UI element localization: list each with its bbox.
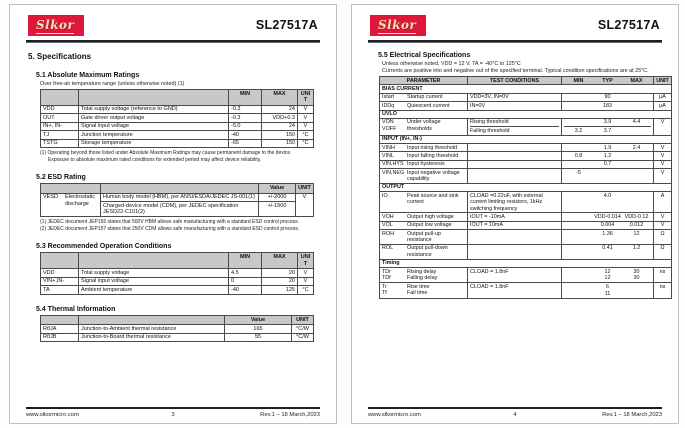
typ-value: 3.9 — [603, 119, 612, 126]
min-value: 0.8 — [574, 152, 583, 159]
min-value — [564, 214, 593, 220]
unit-cell: V — [654, 160, 672, 168]
table-row — [41, 122, 314, 130]
col-header-typ: TYP — [602, 77, 613, 84]
col-header-max: MAX — [262, 90, 298, 106]
param-symbol: TDf — [382, 274, 391, 281]
values-cell — [562, 160, 654, 168]
symbol-cell — [41, 193, 101, 216]
slkor-logo-text: Slkor — [36, 17, 75, 32]
spec-row — [380, 144, 672, 152]
symbol-cell: VDD — [41, 105, 79, 113]
unit-cell: μA — [654, 93, 672, 101]
description-cell: Signal input voltage — [79, 277, 229, 285]
min-value — [564, 103, 593, 109]
description-cell: Gate driver output voltage — [79, 114, 229, 122]
param-name: thresholds — [407, 125, 432, 132]
table-header-row — [41, 184, 314, 193]
min-value: 3.2 — [574, 127, 583, 134]
unit-cell: V — [654, 169, 672, 184]
unit-cell: V — [654, 221, 672, 229]
col-header-conditions: TEST CONDITIONS — [468, 77, 562, 85]
param-name: Output low voltage — [407, 222, 452, 229]
note-conditions-1: Unless otherwise noted, VDD = 12 V, TA = -40°C to 125°C — [382, 61, 521, 67]
condition-rising: Rising threshold — [470, 119, 509, 126]
values-cell — [562, 102, 654, 110]
parameter-cell — [380, 268, 468, 283]
esd-name: Electrostatic discharge — [65, 194, 95, 207]
conditions-cell: IOUT = -10mA — [468, 213, 562, 221]
typ-value: 1.2 — [603, 152, 612, 159]
heading-5-4: 5.4 Thermal Information — [36, 305, 116, 313]
spec-row-delays — [380, 268, 672, 283]
values-cell — [562, 221, 654, 229]
section-row-uvlo: UVLO — [380, 110, 672, 118]
conditions-cell: CLOAD =0.22uF, with external current limiting resistors, 1kHz switching frequency — [468, 192, 562, 213]
max-value: 30 — [633, 275, 640, 282]
spec-row — [380, 244, 672, 259]
spec-row — [380, 102, 672, 110]
section-row-input: INPUT (IN+, IN-) — [380, 135, 672, 143]
typ-value: 12 — [604, 275, 611, 282]
value-cell: 165 — [225, 325, 292, 333]
max-value — [622, 103, 651, 109]
values-cell — [562, 230, 654, 245]
symbol-cell: TSTG — [41, 139, 79, 147]
col-header-min: MIN — [229, 90, 262, 106]
min-value — [564, 231, 593, 237]
parameter-cell — [380, 102, 468, 110]
param-symbol: VOH — [382, 213, 394, 220]
conditions-cell — [468, 244, 562, 259]
unit-cell: V — [298, 105, 314, 113]
typ-value: 1.9 — [603, 144, 612, 151]
values-cell — [562, 268, 654, 283]
spec-row — [380, 230, 672, 245]
hbm-value: +/-2000 — [259, 193, 296, 201]
heading-5-1: 5.1 Absolute Maximum Ratings — [36, 72, 140, 79]
param-name: Quiescent current — [407, 102, 450, 109]
param-symbol: TDr — [382, 268, 391, 275]
unit-cell: °C — [298, 131, 314, 139]
typ-value: 4.0 — [603, 192, 612, 199]
table-header-row — [41, 315, 314, 324]
unit-cell: A — [654, 192, 672, 213]
conditions-cell: IN=0V — [468, 102, 562, 110]
spec-row-peak-current — [380, 192, 672, 213]
unit-cell: ns — [654, 268, 672, 283]
param-symbol: Tf — [382, 290, 387, 297]
footer-revision: Rev.1 – 18 March,2023 — [602, 412, 662, 418]
description-cell: Total supply voltage (reference to GND) — [79, 105, 229, 113]
param-symbol: ROH — [382, 230, 394, 237]
esd-symbol: VESD — [43, 194, 58, 201]
parameter-cell — [380, 118, 468, 135]
value-cell: 55 — [225, 333, 292, 341]
unit-cell: V — [296, 193, 314, 216]
table-header-row — [41, 253, 314, 269]
unit-cell: μA — [654, 102, 672, 110]
parameter-cell — [380, 230, 468, 245]
typ-value: 183 — [603, 102, 612, 109]
parameter-cell — [380, 144, 468, 152]
max-value: 4.4 — [632, 119, 641, 126]
unit-cell: ns — [654, 283, 672, 298]
typ-value: 11 — [604, 290, 611, 297]
values-cell — [562, 192, 654, 213]
unit-cell: V — [654, 213, 672, 221]
page-3-content — [10, 5, 336, 423]
header-rule — [26, 40, 320, 43]
unit-cell: °C/W — [292, 333, 314, 341]
section-title: 5. Specifications — [28, 52, 92, 61]
header-rule — [368, 40, 662, 43]
section-row-bias-current: BIAS CURRENT — [380, 85, 672, 93]
unit-cell: V — [654, 118, 672, 135]
min-value — [564, 284, 593, 290]
param-name: Output pull-up resistance — [407, 230, 441, 243]
max-value — [622, 128, 651, 134]
max-value: 2.4 — [632, 144, 641, 151]
part-number: SL27517A — [597, 18, 660, 32]
typ-value: 1.36 — [602, 230, 613, 237]
parameter-cell — [380, 283, 468, 298]
typ-value: 0.41 — [602, 245, 613, 252]
unit-cell: °C — [298, 139, 314, 147]
param-name: Rise time — [407, 283, 430, 290]
min-value — [564, 94, 593, 100]
col-header-max: MAX — [630, 77, 643, 84]
table-row — [41, 277, 314, 285]
table-row — [41, 269, 314, 277]
max-cell: 150 — [262, 131, 298, 139]
footer-rule — [368, 407, 662, 409]
param-name: Under voltage — [407, 119, 441, 126]
page-footer — [368, 407, 662, 418]
parameter-cell — [380, 152, 468, 160]
unit-cell: Ω — [654, 244, 672, 259]
values-cell — [562, 152, 654, 160]
conditions-cell — [468, 144, 562, 152]
footnote-jep155: (1) JEDEC document JEP155 states that 500V HBM allows safe manufacturing with a standard ESD control process. — [40, 218, 300, 225]
parameter-cell — [380, 213, 468, 221]
page-number: 4 — [513, 412, 517, 418]
parameter-cell — [380, 244, 468, 259]
max-cell: VDD+0.3 — [262, 114, 298, 122]
spec-row — [380, 169, 672, 184]
values-cell — [562, 283, 654, 298]
min-value — [564, 291, 593, 297]
max-cell: 125 — [262, 286, 298, 294]
page-header — [26, 12, 320, 38]
heading-5-2: 5.2 ESD Rating — [36, 174, 86, 182]
conditions-cell: IOUT = 10mA — [468, 221, 562, 229]
param-name: Output pull-down resistance — [407, 245, 448, 258]
symbol-cell: OUT — [41, 114, 79, 122]
max-value — [622, 153, 651, 159]
col-header-unit: UNIT — [296, 184, 314, 193]
page-header — [368, 12, 662, 38]
esd-rating-table — [40, 183, 314, 217]
table-row — [41, 114, 314, 122]
min-value — [564, 161, 593, 167]
unit-cell: V — [298, 114, 314, 122]
footnote-jep157: (2) JEDEC document JEP157 states that 250V CDM allows safe manufacturing with a standard ESD control process. — [40, 226, 300, 233]
absolute-maximum-ratings-table — [40, 89, 314, 148]
values-cell — [562, 169, 654, 184]
slkor-logo-text: Slkor — [378, 17, 417, 32]
max-cell: 24 — [262, 122, 298, 130]
param-symbol: VOL — [382, 222, 393, 229]
electrical-specifications-table — [379, 76, 672, 299]
min-value — [564, 269, 593, 275]
footer-revision: Rev.1 – 18 March,2023 — [260, 412, 320, 418]
footer-rule — [26, 407, 320, 409]
min-cell: 0 — [229, 277, 262, 285]
table-row — [41, 286, 314, 294]
min-cell: -0.3 — [229, 105, 262, 113]
spec-row — [380, 221, 672, 229]
note-5-1: Over free-air temperature range (unless otherwise noted) (1) — [40, 81, 185, 87]
conditions-cell — [468, 230, 562, 245]
param-name: Input negative voltage capability — [407, 169, 460, 182]
unit-cell: V — [654, 144, 672, 152]
typ-value: 3.7 — [603, 127, 612, 134]
table-row — [41, 105, 314, 113]
unit-cell: V — [298, 277, 314, 285]
spec-row — [380, 213, 672, 221]
footnote-1-line2: Exposure to absolute maximum rated conditions for extended period may affect device reliability. — [48, 157, 262, 164]
datasheet-page-4 — [351, 4, 679, 424]
spec-row — [380, 152, 672, 160]
page-footer — [26, 407, 320, 418]
max-cell: 24 — [262, 105, 298, 113]
table-header-row — [41, 90, 314, 106]
description-cell: Junction-to-Board thermal resistance — [79, 333, 225, 341]
condition-falling: Falling threshold — [470, 126, 559, 134]
description-cell: Total supply voltage — [79, 269, 229, 277]
description-cell: Junction temperature — [79, 131, 229, 139]
table-row — [41, 333, 314, 341]
thermal-information-table — [40, 315, 314, 342]
description-cell: Signal input voltage — [79, 122, 229, 130]
heading-5-3: 5.3 Recommended Operation Conditions — [36, 243, 172, 251]
col-header-min: MIN — [229, 253, 262, 269]
min-value — [564, 275, 593, 281]
max-value — [622, 291, 651, 297]
heading-5-5: 5.5 Electrical Specifications — [378, 52, 471, 59]
col-header-unit: UNIT — [298, 253, 314, 269]
table-row — [41, 193, 314, 201]
param-symbol: VOFF — [382, 125, 397, 132]
slkor-logo — [28, 15, 84, 36]
description-cell: Junction-to-Ambient thermal resistance — [79, 325, 225, 333]
col-header-unit: UNIT — [292, 315, 314, 324]
cdm-value: +/-1500 — [259, 202, 296, 217]
param-name: Fall time — [407, 290, 428, 297]
unit-cell: Ω — [654, 230, 672, 245]
col-header-value: Value — [259, 184, 296, 193]
param-name: Input hysteresis — [407, 161, 445, 168]
typ-value: 90 — [604, 94, 611, 101]
min-value: -5 — [576, 169, 581, 176]
unit-cell: °C/W — [292, 325, 314, 333]
param-name: Falling delay — [407, 274, 438, 281]
max-value — [622, 170, 651, 176]
spec-row — [380, 160, 672, 168]
min-value — [564, 119, 593, 125]
unit-cell: °C — [298, 286, 314, 294]
min-cell: -65 — [229, 139, 262, 147]
conditions-cell — [468, 152, 562, 160]
col-header-parameter: PARAMETER — [380, 77, 468, 85]
values-cell — [562, 93, 654, 101]
values-cell — [562, 118, 654, 135]
max-cell: 150 — [262, 139, 298, 147]
footnote-1-line1: (1) Operating beyond those listed under Absolute Maximum Ratings may cause permanent damage to the device. — [40, 149, 292, 156]
min-value — [564, 245, 593, 251]
part-number: SL27517A — [255, 18, 318, 32]
col-header-unit: UNIT — [298, 90, 314, 106]
max-value: 0.012 — [629, 222, 644, 229]
values-cell — [562, 244, 654, 259]
min-cell: 4.5 — [229, 269, 262, 277]
section-row-output: OUTPUT — [380, 183, 672, 191]
symbol-cell: VDD — [41, 269, 79, 277]
max-value: 30 — [633, 268, 640, 275]
table-row — [41, 139, 314, 147]
param-name: Peak source and sink current — [407, 192, 459, 206]
min-cell: -0.3 — [229, 114, 262, 122]
max-value: VDD-0.12 — [624, 213, 649, 220]
table-row — [41, 325, 314, 333]
max-cell: 20 — [262, 277, 298, 285]
param-symbol: Tr — [382, 283, 387, 290]
typ-value: 0.004 — [600, 222, 615, 229]
spec-row-uvlo — [380, 118, 672, 135]
parameter-cell — [380, 169, 468, 184]
param-symbol: VIN,HYS — [382, 161, 404, 168]
param-symbol: IO — [382, 192, 388, 199]
param-symbol: VIN,NEG — [382, 169, 405, 176]
param-name: Input falling threshold — [407, 152, 459, 159]
param-symbol: VON — [382, 119, 394, 126]
conditions-cell — [468, 118, 562, 135]
symbol-cell: TA — [41, 286, 79, 294]
section-row-timing: Timing — [380, 259, 672, 267]
unit-cell: V — [298, 122, 314, 130]
symbol-cell: RθJA — [41, 325, 79, 333]
param-name: Input rising threshold — [407, 144, 458, 151]
param-symbol: IDDq — [382, 102, 395, 109]
datasheet-page-3 — [9, 4, 337, 424]
param-symbol: ROL — [382, 245, 394, 252]
max-value — [622, 284, 651, 290]
page-4-content — [352, 5, 678, 423]
max-value: 1.2 — [632, 245, 641, 252]
col-header-value: Value — [225, 315, 292, 324]
symbol-cell: IN+, IN- — [41, 122, 79, 130]
param-name: Startup current — [407, 94, 443, 101]
unit-cell: V — [654, 152, 672, 160]
conditions-cell: CLOAD = 1.8nF — [468, 283, 562, 298]
spec-row — [380, 93, 672, 101]
conditions-cell — [468, 160, 562, 168]
hbm-description: Human body model (HBM), per ANSI/ESDA/JEDEC JS-001(1) — [101, 193, 259, 201]
conditions-cell: VDD=3V, IN=0V — [468, 93, 562, 101]
col-header-min: MIN — [573, 77, 584, 84]
cdm-description: Charged-device model (CDM), per JEDEC specification JESD22-C101(2) — [101, 202, 259, 217]
max-value: 12 — [633, 230, 640, 237]
unit-cell: V — [298, 269, 314, 277]
min-cell: -40 — [229, 131, 262, 139]
max-value — [622, 161, 651, 167]
note-conditions-2: Currents are positive into and negative out of the specified terminal. Typical condition specifications are at 25°C. — [382, 68, 649, 74]
col-header-unit: UNIT — [654, 77, 672, 85]
col-header-max: MAX — [262, 253, 298, 269]
table-row — [41, 131, 314, 139]
symbol-cell: RθJB — [41, 333, 79, 341]
slkor-logo — [370, 15, 426, 36]
param-symbol: VINL — [382, 152, 394, 159]
param-symbol: Istart — [382, 94, 394, 101]
conditions-cell — [468, 169, 562, 184]
parameter-cell — [380, 93, 468, 101]
spec-row-rise-fall — [380, 283, 672, 298]
param-name: Rising delay — [407, 268, 437, 275]
conditions-cell: CLOAD = 1.8nF — [468, 268, 562, 283]
description-cell: Ambient temperature — [79, 286, 229, 294]
typ-value: 12 — [604, 268, 611, 275]
symbol-cell: VIN+,IN- — [41, 277, 79, 285]
description-cell: Storage temperature — [79, 139, 229, 147]
recommended-operation-conditions-table — [40, 252, 314, 294]
min-cell: -40 — [229, 286, 262, 294]
values-cell — [562, 144, 654, 152]
min-value — [564, 145, 593, 151]
min-cell: -5.0 — [229, 122, 262, 130]
max-value — [622, 94, 651, 100]
footer-website: www.slkormicro.com — [26, 412, 79, 418]
table-header-row — [380, 77, 672, 85]
footer-website: www.slkormicro.com — [368, 412, 421, 418]
param-symbol: VINH — [382, 144, 395, 151]
typ-value: 6 — [606, 283, 609, 290]
typ-value — [593, 170, 622, 176]
parameter-cell — [380, 192, 468, 213]
min-value — [564, 222, 593, 228]
param-name: Output high voltage — [407, 213, 454, 220]
max-cell: 20 — [262, 269, 298, 277]
typ-value: VDD-0.014 — [594, 213, 621, 220]
values-cell — [562, 213, 654, 221]
parameter-cell — [380, 160, 468, 168]
parameter-cell — [380, 221, 468, 229]
page-number: 3 — [171, 412, 175, 418]
symbol-cell: TJ — [41, 131, 79, 139]
typ-value: 0.7 — [603, 161, 612, 168]
